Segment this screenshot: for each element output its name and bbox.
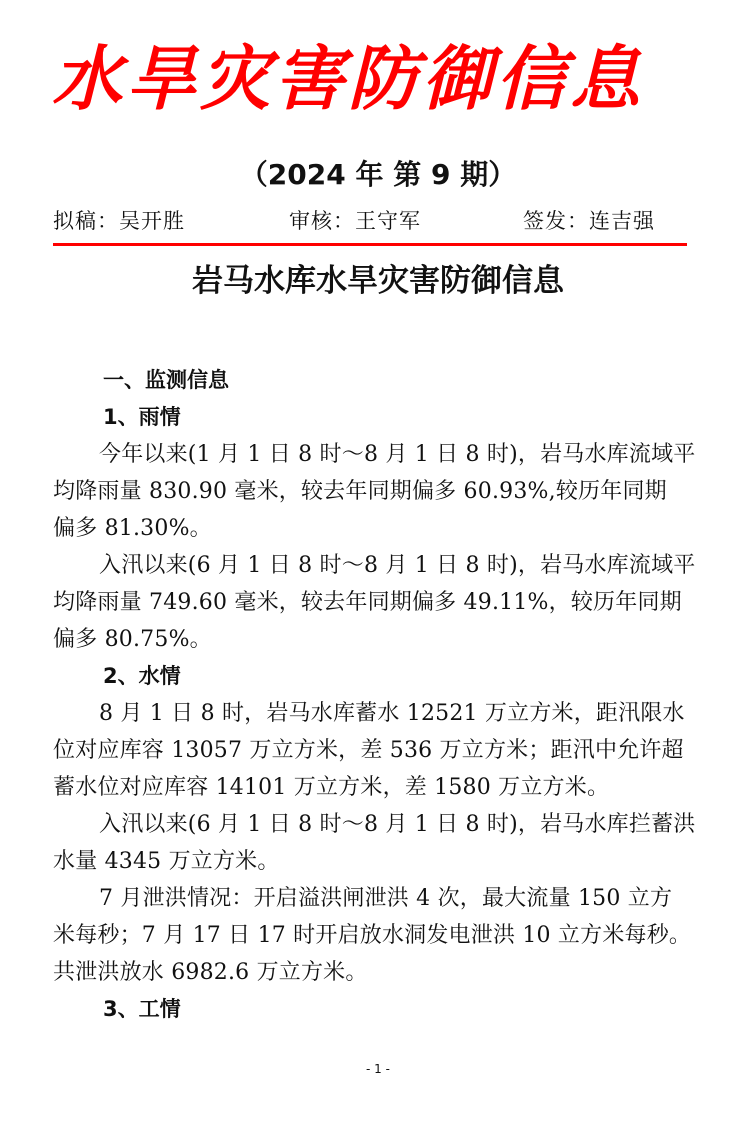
subsection-heading-water: 2、水情 [103,664,181,688]
document-title: 岩马水库水旱灾害防御信息 [192,263,564,299]
reviewer-label: 审核：王守军 [289,209,421,233]
paragraph-water-discharge [53,880,693,991]
paragraph-line: 米每秒；7 月 17 日 17 时开启放水洞发电泄洪 10 立方米每秒。 [53,923,692,948]
section-heading-monitoring: 一、监测信息 [103,368,229,392]
paragraph-water-storage [53,695,693,806]
subsection-heading-works: 3、工情 [103,997,181,1021]
paragraph-line: 偏多 80.75%。 [53,627,212,652]
paragraph-line: 今年以来(1 月 1 日 8 时～8 月 1 日 8 时)，岩马水库流域平 [99,442,696,467]
paragraph-line: 入汛以来(6 月 1 日 8 时～8 月 1 日 8 时)，岩马水库拦蓄洪 [99,812,696,837]
drafter-label: 拟稿：吴开胜 [53,209,185,233]
page-number: - 1 - [366,1062,390,1076]
paragraph-line: 均降雨量 830.90 毫米，较去年同期偏多 60.93%,较历年同期 [53,479,667,504]
paragraph-rain-ytd [53,436,696,547]
paragraph-line: 入汛以来(6 月 1 日 8 时～8 月 1 日 8 时)，岩马水库流域平 [99,553,696,578]
paragraph-line: 共泄洪放水 6982.6 万立方米。 [53,960,368,985]
paragraph-line: 位对应库容 13057 万立方米，差 536 万立方米；距汛中允许超 [53,738,684,763]
subsection-heading-rain: 1、雨情 [103,405,181,429]
paragraph-water-interception [53,806,696,880]
document-body [53,362,696,1028]
paragraph-line: 水量 4345 万立方米。 [53,849,280,874]
signers-row [53,205,683,237]
issue-number: （2024 年 第 9 期） [239,158,517,191]
paragraph-line: 蓄水位对应库容 14101 万立方米，差 1580 万立方米。 [53,775,610,800]
paragraph-line: 8 月 1 日 8 时，岩马水库蓄水 12521 万立方米，距汛限水 [99,701,685,726]
paragraph-rain-flood-season [53,547,696,658]
issuer-label: 签发：连吉强 [523,209,655,233]
red-divider [53,243,687,246]
paragraph-line: 均降雨量 749.60 毫米，较去年同期偏多 49.11%，较历年同期 [53,590,682,615]
paragraph-line: 偏多 81.30%。 [53,516,212,541]
masthead-title: 水旱灾害防御信息 [52,37,644,120]
paragraph-line: 7 月泄洪情况：开启溢洪闸泄洪 4 次，最大流量 150 立方 [99,886,673,911]
